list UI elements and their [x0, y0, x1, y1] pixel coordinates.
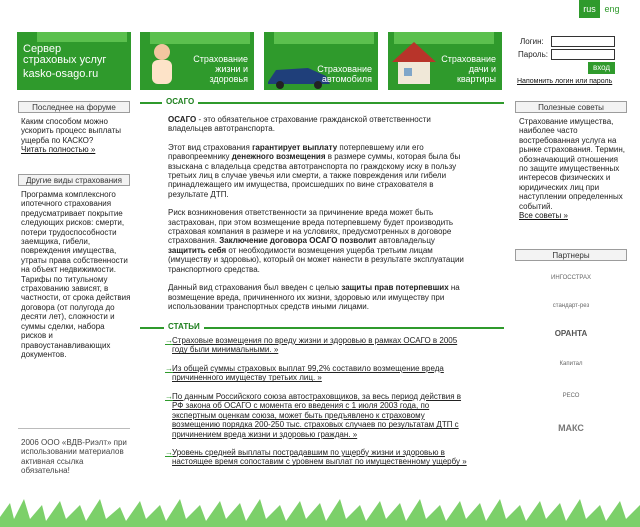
p4-text-a: Данный вид страхования был введен с целью: [168, 283, 342, 293]
p3-text-a: Риск возникновения ответственности за причинение вреда может быть застрахован, при этом возмещение вреда потерпевшему будет производить страховая компания в размере и на условиях, предусмотренных в договоре страхования.: [168, 208, 454, 246]
news-item[interactable]: [165, 336, 472, 355]
p2-text-d: в размере суммы, которая была бы взыскана с владельца средства автотранспорта по граждскому иску в пользу третьих лиц в случае увечья или смерти, а также повреждения или гибели принадлежащего им имущества, происшедших по вине страхователя в результате ДТП.: [168, 152, 461, 199]
arrow-icon: →: [165, 448, 173, 457]
forum-box-body: [21, 117, 131, 155]
tips-all-link[interactable]: Все советы »: [519, 211, 568, 221]
tile-property-label: Страхование дачи и квартиры: [441, 54, 496, 84]
p2-bold-1: гарантирует выплату: [252, 142, 338, 152]
p3-bold-2: защитить себя: [168, 245, 227, 255]
arrow-icon: →: [165, 336, 173, 345]
login-label: Логин:: [520, 37, 544, 46]
partners-box-title: Партнеры: [515, 249, 627, 261]
news-link[interactable]: Страховые возмещения по вреду жизни и здоровью в рамках ОСАГО в 2005 году были минимальными. »: [172, 336, 458, 355]
osago-article: [168, 115, 473, 320]
p3-bold-1: Заключение договора ОСАГО позволит: [219, 236, 377, 246]
house-icon: [390, 38, 440, 88]
p4-text-c: на возмещение вреда, причиненного их жизни, здоровью или имуществу при использовании транспортных средств иными лицами.: [168, 283, 460, 311]
p3-text-d: от необходимости возмещения ущерба третьим лицам (имуществу и здоровью), который он может нанести в результате эксплуатации транспортного средства.: [168, 245, 464, 274]
grass-decoration: [0, 497, 640, 527]
p4-bold: защиты прав потерпевших: [341, 283, 449, 293]
osago-title: ОСАГО: [162, 97, 198, 107]
site-title-line2: страховых услуг: [23, 54, 107, 66]
p1-bold: ОСАГО: [168, 115, 197, 124]
p1-text: - это обязательное страхование гражданской ответственности владельцев автотранспорта.: [168, 115, 431, 134]
p3-text-c: автовладельцу: [376, 236, 435, 246]
p2-text-a: Этот вид страхования: [168, 142, 253, 152]
forum-read-more-link[interactable]: Читать полностью »: [21, 145, 96, 155]
other-box-body: Программа комплексного ипотечного страхования предусматривает покрытие следующих рисков: смерти, потери трудоспособности заемщика, гибели, повреждения имущества, утраты права собственности на объект недвижимости. Тарифы по титульному страхованию зависят, в частности, от срока действия договора (от полугода до десяти лет), сложности и суммы сделки, набора рисков и правоустанавливающих документов.: [21, 190, 131, 359]
site-domain: kasko-osago.ru: [23, 68, 99, 80]
forum-box-title: Последнее на форуме: [18, 101, 130, 113]
other-box-title: Другие виды страхования: [18, 174, 130, 186]
partner-logo[interactable]: стандарт-рез: [552, 303, 590, 309]
tile-auto-label: Страхование автомобиля: [317, 64, 372, 84]
left-divider: [18, 428, 130, 429]
p2-bold-2: денежного возмещения: [231, 152, 326, 162]
tile-life-insurance[interactable]: [140, 32, 254, 90]
news-title: СТАТЬИ: [164, 322, 204, 332]
tile-life-label: Страхование жизни и здоровья: [193, 54, 248, 84]
partner-logo[interactable]: ИНГОССТРАХ: [551, 275, 591, 281]
leaf-decoration: [274, 32, 374, 44]
news-item[interactable]: [165, 448, 472, 467]
site-title: [23, 44, 106, 80]
p2-text-c: потерпевшему или его правопреемнику: [168, 142, 424, 162]
login-button[interactable]: вход: [588, 62, 615, 74]
lang-en[interactable]: eng: [604, 4, 620, 14]
news-item[interactable]: [165, 392, 472, 439]
news-link[interactable]: Из общей суммы страховых выплат 99,2% составило возмещение вреда причиненного имуществу третьих лиц. »: [172, 364, 444, 383]
password-input[interactable]: [551, 49, 615, 60]
logo-tile[interactable]: [17, 32, 131, 90]
copyright-text: 2006 ООО «ВДВ-Риэлт» при использовании материалов активная ссылка обязательна!: [21, 438, 127, 476]
leaf-decoration: [37, 32, 127, 42]
tips-text: Страхование имущества, наиболее часто востребованная услуга на рынке страхования. Термин, обозначающий отношения по защите имущественных интересов физических и юридических лиц при наступлении определенных событий.: [519, 117, 626, 211]
login-input[interactable]: [551, 36, 615, 47]
arrow-icon: →: [165, 364, 173, 373]
site-title-line1: Сервер: [23, 43, 62, 55]
partner-logo[interactable]: МАКС: [558, 423, 584, 433]
baby-icon: [142, 40, 182, 90]
partner-logo[interactable]: РЕСО: [562, 393, 580, 399]
forum-text: Каким способом можно ускорить процесс выплаты ущерба по КАСКО?: [21, 117, 122, 145]
partner-logo[interactable]: ОРАНТА: [554, 329, 588, 338]
news-link[interactable]: Уровень средней выплаты пострадавшим по ущербу жизни и здоровью в настоящее время сопоставим с уровнем выплат по имущественному ущербу »: [172, 448, 467, 467]
arrow-icon: →: [165, 392, 173, 401]
password-label: Пароль:: [518, 50, 548, 59]
tile-property-insurance[interactable]: [388, 32, 502, 90]
news-item[interactable]: [165, 364, 472, 383]
tips-box-title: Полезные советы: [515, 101, 627, 113]
news-link[interactable]: По данным Российского союза автостраховщиков, за весь период действия в РФ закона об ОСАГО с момента его введения с 1 июля 2003 года, по экспертным оценкам союза, может быть предъявлено к страховому возмещению порядка 200-250 тыс. страховых случаев по результатам ДТП с причинением вреда жизни и здоровью граждан. »: [172, 392, 462, 439]
lang-ru[interactable]: rus: [579, 0, 600, 18]
partner-logo[interactable]: Капитал: [559, 361, 583, 367]
tile-auto-insurance[interactable]: [264, 32, 378, 90]
remind-password-link[interactable]: Напомнить логин или пароль: [517, 78, 613, 85]
tips-box-body: [519, 117, 627, 220]
